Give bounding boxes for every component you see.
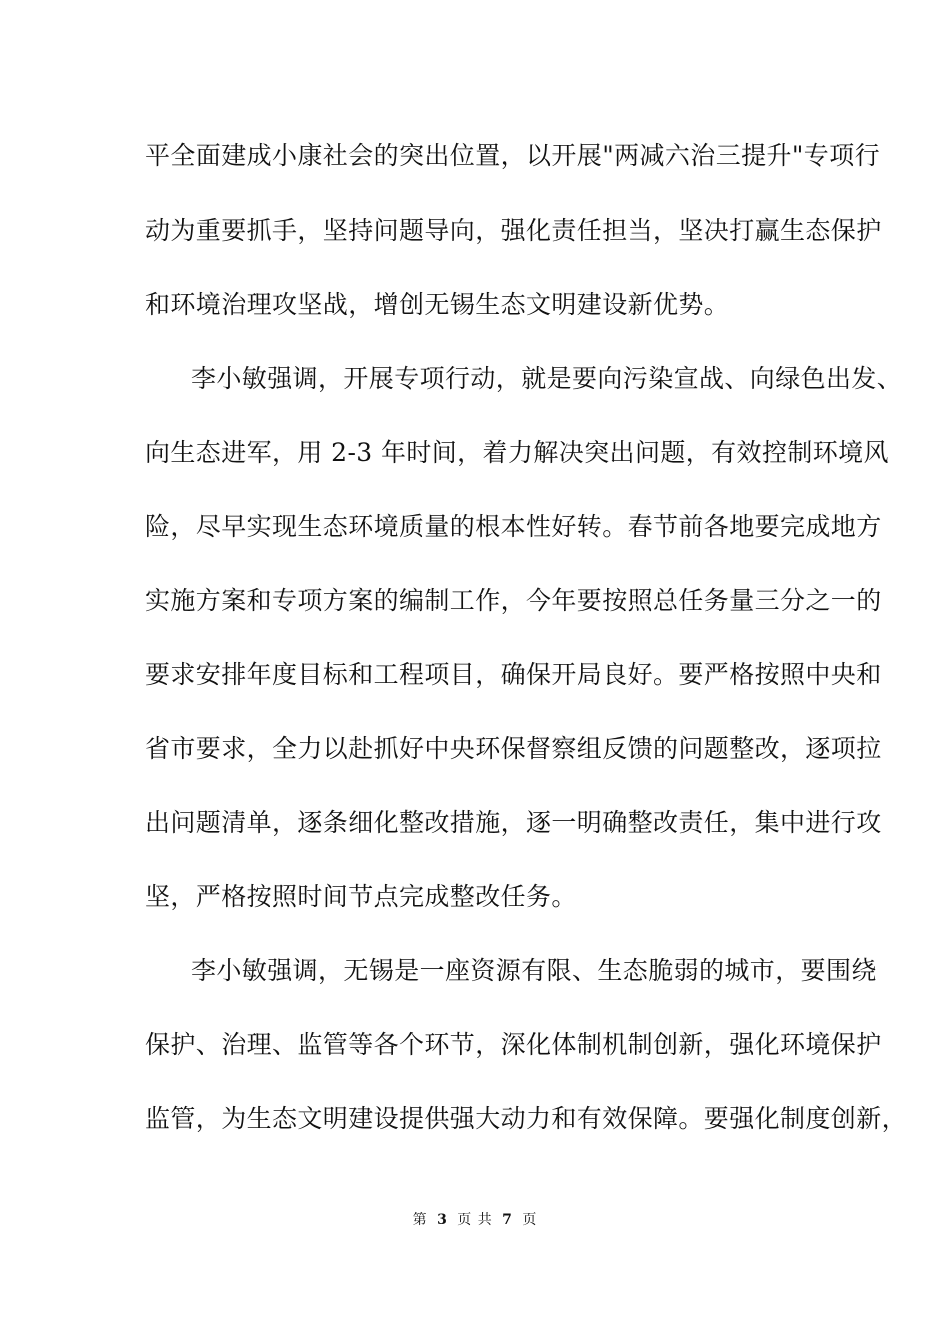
text-line: 出问题清单，逐条细化整改措施，逐一明确整改责任，集中进行攻 bbox=[145, 808, 882, 837]
text-line: 坚，严格按照时间节点完成整改任务。 bbox=[145, 882, 577, 911]
footer-suffix: 页 bbox=[522, 1212, 538, 1228]
page-footer bbox=[0, 1210, 950, 1230]
text-line: 险，尽早实现生态环境质量的根本性好转。春节前各地要完成地方 bbox=[145, 512, 882, 541]
text-line: 向生态进军，用 2-3 年时间，着力解决突出问题，有效控制环境风 bbox=[145, 438, 889, 467]
current-page-number: 3 bbox=[437, 1212, 448, 1228]
text-line: 监管，为生态文明建设提供强大动力和有效保障。要强化制度创新， bbox=[145, 1104, 908, 1133]
footer-middle: 页 共 bbox=[457, 1212, 493, 1228]
text-line: 平全面建成小康社会的突出位置，以开展"两减六治三提升"专项行 bbox=[145, 141, 881, 170]
text-line: 要求安排年度目标和工程项目，确保开局良好。要严格按照中央和 bbox=[145, 660, 882, 689]
paragraph-start-line: 李小敏强调，无锡是一座资源有限、生态脆弱的城市，要围绕 bbox=[191, 956, 877, 985]
footer-prefix: 第 bbox=[412, 1212, 428, 1228]
text-line: 动为重要抓手，坚持问题导向，强化责任担当，坚决打赢生态保护 bbox=[145, 216, 882, 245]
paragraph-start-line: 李小敏强调，开展专项行动，就是要向污染宣战、向绿色出发、 bbox=[191, 364, 903, 393]
text-line: 省市要求，全力以赴抓好中央环保督察组反馈的问题整改，逐项拉 bbox=[145, 734, 882, 763]
text-line: 实施方案和专项方案的编制工作，今年要按照总任务量三分之一的 bbox=[145, 586, 882, 615]
total-pages-number: 7 bbox=[502, 1212, 513, 1228]
text-line: 保护、治理、监管等各个环节，深化体制机制创新，强化环境保护 bbox=[145, 1030, 882, 1059]
text-line: 和环境治理攻坚战，增创无锡生态文明建设新优势。 bbox=[145, 290, 730, 319]
